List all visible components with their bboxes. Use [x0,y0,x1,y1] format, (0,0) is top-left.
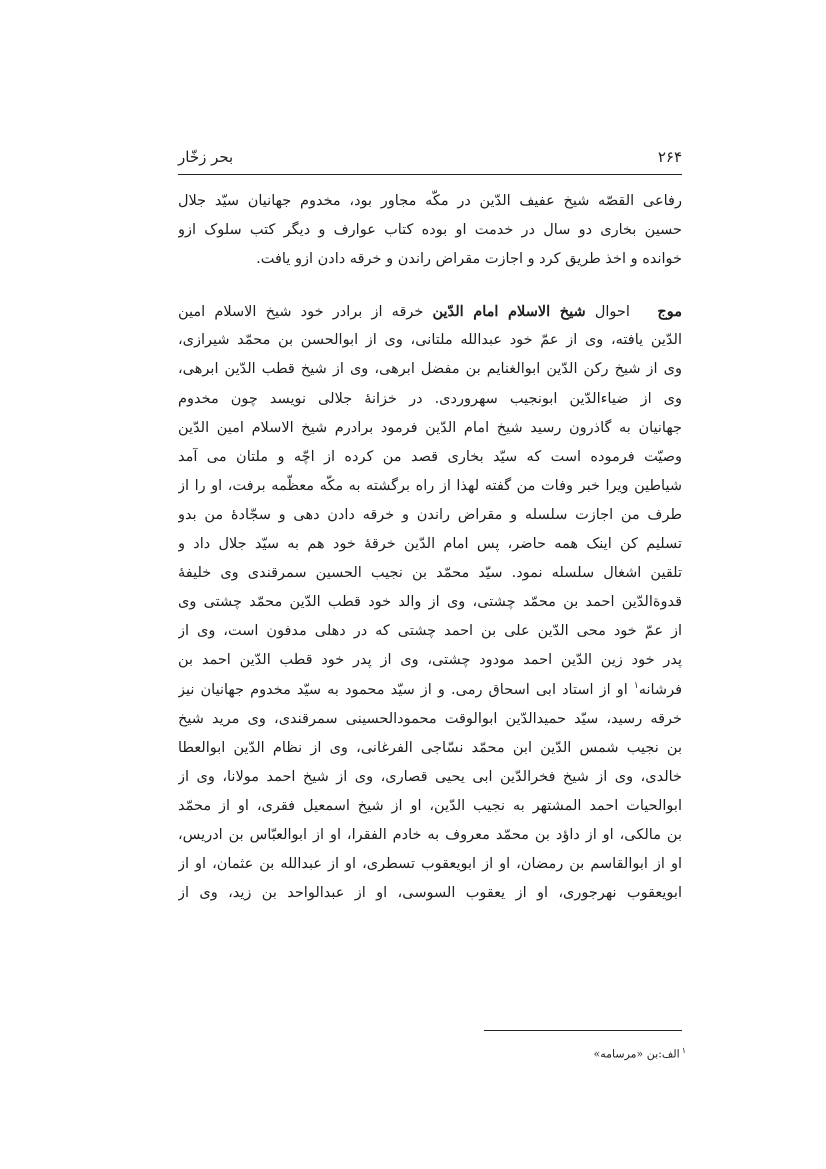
footnote-reference[interactable]: ۱ [633,680,639,691]
text-line: پدر خود زین الدّین احمد مودود چشتی، وی از پدر خود قطب الدّین احمد بن [178,652,682,669]
text-line: طرف من اجازت سلسله و مقراض راندن و خرقه دادن دهی و سجّادهٔ من بدو [178,506,682,523]
section-lead-word: موج [657,303,682,321]
page-number: ۲۶۴ [657,148,682,166]
footnote [593,1046,686,1061]
text-line: الدّین یافته، وی از عمّ خود عبدالله ملتانی، وی از ابوالحسن بن محمّد شیرازی، [178,332,682,349]
text-fragment: او از استاد ابی اسحاق رمی. و از سیّد محمود به سیّد مخدوم جهانیان نیز [178,681,634,698]
paragraph-1 [178,187,682,274]
text-line: بن مالکی، او از داؤد بن محمّد معروف به خادم الفقرا، او از ابوالعبّاس بن ادریس، [178,826,682,843]
text-line: شیاطین ویرا خبر وفات من گفته لهذا از راه برگشته به مکّه معظّمه برفت، او را از [178,477,682,494]
text-line: خالدی، وی از شیخ فخرالدّین ابی یحیی قصاری، وی از شیخ احمد مولانا، وی از [178,768,682,785]
text-line: ابویعقوب نهرجوری، او از یعقوب السوسی، او از عبدالواحد بن زید، وی از [178,885,682,902]
text-fragment: احوال [594,304,630,321]
text-line: قدوةالدّین احمد بن محمّد چشتی، وی از والد خود قطب الدّین محمّد چشتی وی [178,594,682,611]
footnote-text: الف:بن «مرسامه» [593,1047,680,1061]
running-title: بحر زخّار [178,148,234,166]
text-fragment: فرشانه [638,681,682,698]
text-line: وی از شیخ رکن الدّین ابوالغنایم بن مفضل ابرهی، وی از شیخ قطب الدّین ابرهی، [178,361,682,378]
paragraph-2 [178,297,682,908]
text-fragment: خرقه از برادر خود شیخ الاسلام امین [178,304,424,321]
text-line: خرقه رسید، سیّد حمیدالدّین ابوالوقت محمودالحسینی سمرقندی، وی مرید شیخ [178,710,682,727]
paragraph-gap [178,274,682,297]
text-line: جهانیان به گاذرون رسید شیخ امام الدّین فرمود برادرم شیخ الاسلام امین الدّین [178,419,682,436]
text-line: بن نجیب شمس الدّین ابن محمّد نسّاجی الفرغانی، وی از نظام الدّین ابوالعطا [178,739,682,756]
text-line: ابوالحیات احمد المشتهر به نجیب الدّین، او از شیخ اسمعیل فقری، او از محمّد [178,797,682,814]
text-line: تسلیم کن اینک همه حاضر، پس امام الدّین خرقهٔ خود هم به سیّد جلال داد و [178,536,682,553]
text-line [178,297,682,326]
body-text [178,187,682,908]
text-line: وی از ضیاءالدّین ابونجیب سهروردی. در خزانهٔ جلالی نویسد چون مخدوم [178,390,682,407]
text-line: تلقین اشغال سلسله نمود. سیّد محمّد بن نجیب الحسین سمرقندی وی خلیفهٔ [178,565,682,582]
text-line: حسین بخاری دو سال در خدمت او بوده کتاب عوارف و دیگر کتب سلوک ازو [178,222,682,239]
running-header [178,146,682,172]
highlighted-name: شیخ الاسلام امام الدّین [432,303,586,321]
text-line: او از ابوالقاسم بن رمضان، او از ابویعقوب تسطری، او از عبدالله بن عثمان، او از [178,856,682,873]
footnote-number: ۱ [681,1046,686,1055]
footnote-rule [484,1030,682,1031]
text-line: رفاعی القصّه شیخ عفیف الدّین در مکّه مجاور بود، مخدوم جهانیان سیّد جلال [178,193,682,209]
text-line: از عمّ خود محی الدّین علی بن احمد چشتی که در دهلی مدفون است، وی از [178,623,682,640]
header-rule [178,174,682,175]
text-line [178,676,682,705]
text-line: وصیّت فرموده است که سیّد بخاری قصد من کرده از اچّه و ملتان می آمد [178,448,682,465]
text-line: خوانده و اخذ طریق کرد و اجازت مقراض راندن و خرقه دادن ازو یافت. [256,251,682,268]
